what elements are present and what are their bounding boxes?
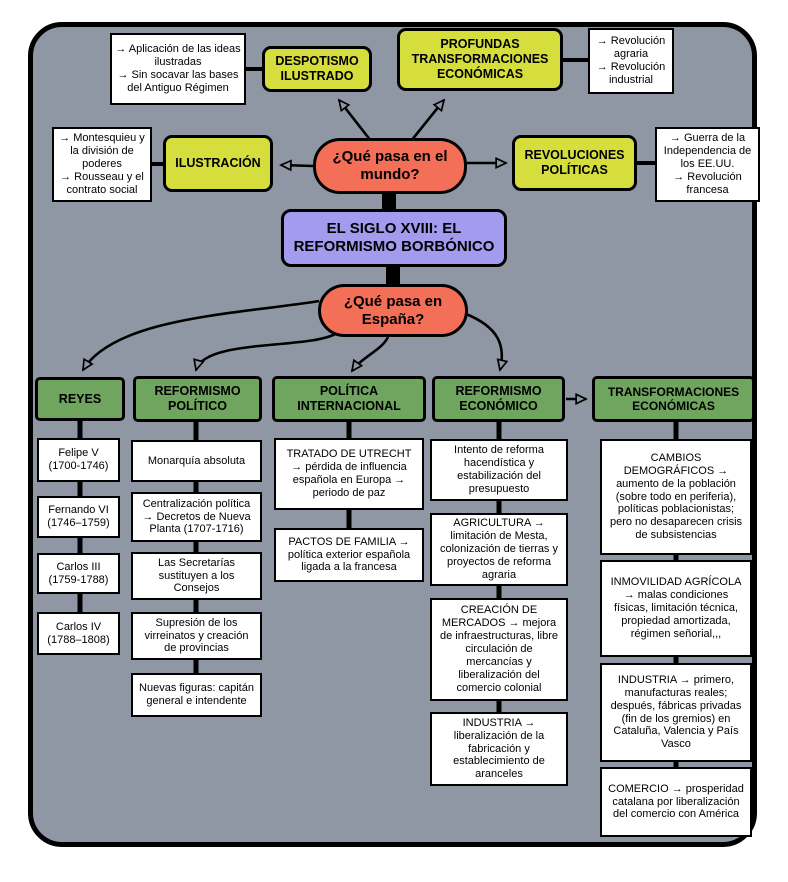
world-question-node bbox=[313, 138, 467, 194]
item-rey-carlos-iv: Carlos IV (1788–1808) bbox=[37, 612, 120, 655]
main-title-label: EL SIGLO XVIII: EL REFORMISMO BORBÓNICO bbox=[293, 220, 495, 255]
column-header-reyes bbox=[35, 377, 125, 421]
topic-label: PROFUNDAS TRANSFORMACIONES ECONÓMICAS bbox=[411, 37, 549, 81]
note-profundas-transformaciones bbox=[588, 28, 674, 94]
note-ilustracion bbox=[52, 127, 152, 202]
note-line: → Sin socavar las bases del Antiguo Régimen bbox=[117, 69, 239, 94]
item-rey-carlos-iii: Carlos III (1759-1788) bbox=[37, 553, 120, 594]
note-despotismo-ilustrado bbox=[110, 33, 246, 105]
topic-label: ILUSTRACIÓN bbox=[175, 156, 261, 171]
column-header-label: POLÍTICA INTERNACIONAL bbox=[297, 384, 401, 413]
item-creacion-mercados: CREACIÓN DE MERCADOS → mejora de infraestructuras, libre circulación de mercancías y liberalización del comercio colonial bbox=[430, 598, 568, 701]
topic-revoluciones-politicas bbox=[512, 135, 637, 191]
note-line: → Revolución agraria bbox=[596, 35, 666, 61]
column-header-politica-internacional bbox=[272, 376, 426, 422]
item-supresion-virreinatos: Supresión de los virreinatos y creación de provincias bbox=[131, 612, 262, 660]
item-tratado-utrecht: TRATADO DE UTRECHT → pérdida de influencia española en Europa → periodo de paz bbox=[274, 438, 424, 510]
topic-label: DESPOTISMO ILUSTRADO bbox=[275, 54, 359, 83]
main-title-node bbox=[281, 209, 507, 267]
item-cambios-demograficos: CAMBIOS DEMOGRÁFICOS → aumento de la población (sobre todo en periferia), políticas poblacionistas; pero no desaparecen crisis de subsistencias bbox=[600, 439, 752, 555]
note-line: → Revolución industrial bbox=[596, 61, 666, 86]
note-line: → Aplicación de las ideas ilustradas bbox=[115, 43, 241, 69]
column-header-label: REYES bbox=[58, 391, 102, 406]
item-comercio-america: COMERCIO → prosperidad catalana por liberalización del comercio con América bbox=[600, 767, 752, 837]
item-pactos-familia: PACTOS DE FAMILIA → política exterior española ligada a la francesa bbox=[274, 528, 424, 582]
item-centralizacion-politica: Centralización política → Decretos de Nueva Planta (1707-1716) bbox=[131, 492, 262, 542]
item-rey-fernando-vi: Fernando VI (1746–1759) bbox=[37, 496, 120, 538]
question-label: ¿Qué pasa en España? bbox=[343, 292, 443, 328]
item-reforma-hacendistica: Intento de reforma hacendística y estabilización del presupuesto bbox=[430, 439, 568, 501]
topic-ilustracion bbox=[163, 135, 273, 192]
note-line: → Revolución francesa bbox=[673, 170, 742, 196]
topic-despotismo-ilustrado bbox=[262, 46, 372, 92]
item-secretarias: Las Secretarías sustituyen a los Consejos bbox=[131, 552, 262, 600]
column-header-transformaciones-economicas bbox=[592, 376, 755, 422]
note-line: → Guerra de la Independencia de los EE.UU. bbox=[663, 132, 752, 171]
column-header-label: TRANSFORMACIONES ECONÓMICAS bbox=[607, 384, 740, 413]
topic-profundas-transformaciones bbox=[397, 28, 563, 91]
spain-question-node bbox=[318, 284, 468, 337]
note-line: → Montesquieu y la división de poderes bbox=[59, 132, 145, 171]
item-agricultura: AGRICULTURA → limitación de Mesta, colonización de tierras y proyectos de reforma agraria bbox=[430, 513, 568, 586]
item-industria-manufacturas: INDUSTRIA → primero, manufacturas reales; después, fábricas privadas (fin de los gremios) en Cataluña, Valencia y País Vasco bbox=[600, 663, 752, 762]
column-header-label: REFORMISMO POLÍTICO bbox=[154, 384, 241, 413]
column-header-label: REFORMISMO ECONÓMICO bbox=[455, 384, 542, 413]
note-revoluciones-politicas bbox=[655, 127, 760, 202]
item-rey-felipe-v: Felipe V (1700-1746) bbox=[37, 438, 120, 482]
item-nuevas-figuras: Nuevas figuras: capitán general e intendente bbox=[131, 673, 262, 717]
topic-label: REVOLUCIONES POLÍTICAS bbox=[524, 148, 625, 177]
column-header-reformismo-politico bbox=[133, 376, 262, 422]
note-line: → Rousseau y el contrato social bbox=[60, 170, 144, 196]
column-header-reformismo-economico bbox=[432, 376, 565, 422]
item-industria-aranceles: INDUSTRIA → liberalización de la fabricación y establecimiento de aranceles bbox=[430, 712, 568, 786]
item-inmovilidad-agricola: INMOVILIDAD AGRÍCOLA → malas condiciones físicas, limitación técnica, propiedad amortizada, régimen señorial,,, bbox=[600, 560, 752, 657]
question-label: ¿Qué pasa en el mundo? bbox=[332, 148, 448, 183]
item-monarquia-absoluta: Monarquía absoluta bbox=[131, 440, 262, 482]
